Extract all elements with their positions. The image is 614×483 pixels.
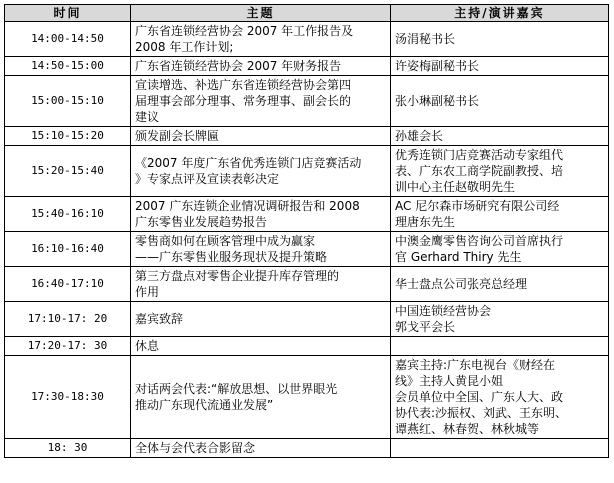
topic-line: 对话两会代表:“解放思想、以世界眼光 (135, 382, 338, 396)
topic-line: 建议 (135, 110, 160, 124)
host-line: 孙雄会长 (395, 129, 444, 143)
agenda-row (5, 76, 609, 127)
agenda-row (5, 439, 609, 458)
topic-line: 颁发副会长牌匾 (135, 129, 220, 143)
time-cell: 16:40-17:10 (5, 267, 131, 302)
host-line: 谭燕红、林春贺、林秋城等 (395, 422, 540, 436)
topic-line: 休息 (135, 339, 160, 353)
host-cell (391, 232, 609, 267)
topic-line: 第三方盘点对零售企业提升库存管理的 (135, 269, 340, 283)
host-cell (391, 337, 609, 356)
topic-line: 》专家点评及宣读表彰决定 (135, 172, 280, 186)
time-cell: 14:00-14:50 (5, 22, 131, 57)
host-cell (391, 439, 609, 458)
topic-cell (131, 267, 391, 302)
host-line: 嘉宾主持:广东电视台《财经在 (395, 358, 556, 372)
agenda-row (5, 127, 609, 146)
topic-line: 全体与会代表合影留念 (135, 441, 256, 455)
topic-line: 《2007 年度广东省优秀连锁门店竞赛活动 (135, 156, 362, 170)
topic-cell (131, 76, 391, 127)
host-line: 许姿梅副秘书长 (395, 59, 480, 73)
topic-line: 广东省连锁经营协会 2007 年财务报告 (135, 59, 342, 73)
host-line: 官 Gerhard Thiry 先生 (395, 250, 522, 264)
topic-line: 零售商如何在顾客管理中成为赢家 (135, 234, 316, 248)
host-line: 理唐东先生 (395, 215, 456, 229)
host-line: 协代表:沙振权、刘武、王东明、 (395, 406, 568, 420)
host-line: AC 尼尔森市场研究有限公司经 (395, 199, 560, 213)
topic-cell (131, 232, 391, 267)
agenda-body (5, 22, 609, 458)
host-cell (391, 127, 609, 146)
topic-cell (131, 57, 391, 76)
host-cell (391, 146, 609, 197)
time-cell: 15:20-15:40 (5, 146, 131, 197)
agenda-row (5, 356, 609, 439)
time-cell: 17:30-18:30 (5, 356, 131, 439)
header-topic: 主题 (131, 5, 391, 22)
agenda-row (5, 267, 609, 302)
topic-cell (131, 439, 391, 458)
host-cell (391, 76, 609, 127)
topic-line: ——广东零售业服务现状及提升策略 (135, 250, 328, 264)
time-cell: 18: 30 (5, 439, 131, 458)
agenda-row (5, 197, 609, 232)
header-time: 时间 (5, 5, 131, 22)
host-line: 优秀连锁门店竞赛活动专家组代 (395, 148, 564, 162)
host-line: 中澳金鹰零售咨询公司首席执行 (395, 234, 564, 248)
topic-cell (131, 197, 391, 232)
host-line: 张小琳副秘书长 (395, 94, 480, 108)
agenda-row (5, 146, 609, 197)
topic-cell (131, 22, 391, 57)
header-host: 主持/演讲嘉宾 (391, 5, 609, 22)
agenda-row (5, 57, 609, 76)
host-line: 汤涓秘书长 (395, 32, 456, 46)
topic-line: 推动广东现代流通业发展” (135, 398, 274, 412)
host-cell (391, 267, 609, 302)
topic-line: 作用 (135, 285, 160, 299)
agenda-row (5, 337, 609, 356)
time-cell: 14:50-15:00 (5, 57, 131, 76)
time-cell: 17:20-17: 30 (5, 337, 131, 356)
time-cell: 17:10-17: 20 (5, 302, 131, 337)
topic-cell (131, 302, 391, 337)
host-line: 中国连锁经营协会 (395, 304, 492, 318)
host-line: 华士盘点公司张亮总经理 (395, 277, 528, 291)
topic-line: 届理事会部分理事、常务理事、副会长的 (135, 94, 352, 108)
agenda-row (5, 302, 609, 337)
time-cell: 16:10-16:40 (5, 232, 131, 267)
agenda-row (5, 22, 609, 57)
time-cell: 15:10-15:20 (5, 127, 131, 146)
topic-line: 2007 广东连锁企业情况调研报告和 2008 (135, 199, 360, 213)
host-line: 表、广东农工商学院副教授、培 (395, 164, 564, 178)
host-cell (391, 57, 609, 76)
topic-line: 嘉宾致辞 (135, 312, 184, 326)
time-cell: 15:00-15:10 (5, 76, 131, 127)
agenda-table (4, 4, 609, 458)
topic-cell (131, 356, 391, 439)
topic-line: 广东零售业发展趋势报告 (135, 215, 268, 229)
agenda-row (5, 232, 609, 267)
host-cell (391, 197, 609, 232)
host-cell (391, 356, 609, 439)
topic-cell (131, 337, 391, 356)
topic-line: 广东省连锁经营协会 2007 年工作报告及 (135, 24, 354, 38)
topic-line: 2008 年工作计划; (135, 40, 234, 54)
host-line: 线》主持人黄昆小姐 (395, 374, 504, 388)
time-cell: 15:40-16:10 (5, 197, 131, 232)
host-cell (391, 22, 609, 57)
topic-line: 宣读增选、补选广东省连锁经营协会第四 (135, 78, 352, 92)
host-line: 训中心主任赵敬明先生 (395, 180, 516, 194)
host-line: 郭戈平会长 (395, 320, 456, 334)
topic-cell (131, 146, 391, 197)
host-line: 会员单位中全国、广东人大、政 (395, 390, 564, 404)
topic-cell (131, 127, 391, 146)
host-cell (391, 302, 609, 337)
header-row (5, 5, 609, 22)
